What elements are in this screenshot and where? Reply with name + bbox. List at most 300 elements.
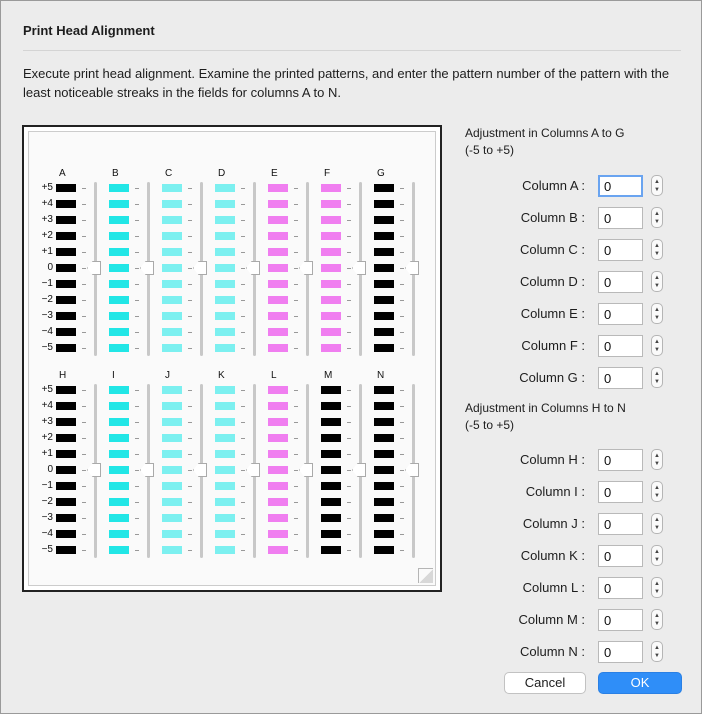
pattern-block <box>109 546 129 554</box>
pattern-block <box>268 328 288 336</box>
column-value-stepper[interactable] <box>651 513 663 534</box>
pattern-slider-thumb[interactable] <box>299 261 313 275</box>
pattern-tick <box>135 502 139 503</box>
pattern-block <box>321 482 341 490</box>
column-value-input[interactable] <box>598 545 643 567</box>
pattern-tick <box>241 220 245 221</box>
stepper-up-icon[interactable]: ▲ <box>654 645 660 651</box>
column-field-label: Column L : <box>522 580 585 595</box>
pattern-level-label: −4 <box>41 326 53 337</box>
pattern-block <box>321 216 341 224</box>
pattern-level-label: +3 <box>41 214 53 225</box>
pattern-block <box>162 402 182 410</box>
pattern-block <box>56 328 76 336</box>
pattern-tick <box>294 534 298 535</box>
pattern-block <box>268 216 288 224</box>
stepper-up-icon[interactable]: ▲ <box>654 307 660 313</box>
pattern-block <box>321 514 341 522</box>
pattern-tick <box>82 454 86 455</box>
pattern-tick <box>347 268 351 269</box>
pattern-tick <box>135 470 139 471</box>
pattern-column-letter: F <box>324 168 331 179</box>
pattern-tick <box>241 550 245 551</box>
group-h-n-label: Adjustment in Columns H to N <box>465 401 626 415</box>
stepper-up-icon[interactable]: ▲ <box>654 179 660 185</box>
pattern-column-letter: J <box>165 370 170 381</box>
pattern-tick <box>82 268 86 269</box>
column-value-input[interactable] <box>598 577 643 599</box>
pattern-tick <box>82 284 86 285</box>
pattern-tick <box>400 486 404 487</box>
pattern-tick <box>241 502 245 503</box>
pattern-tick <box>241 332 245 333</box>
column-value-stepper[interactable] <box>651 609 663 630</box>
pattern-block <box>162 434 182 442</box>
stepper-down-icon[interactable]: ▼ <box>654 493 660 499</box>
pattern-tick <box>400 268 404 269</box>
pattern-tick <box>82 316 86 317</box>
pattern-column-letter: I <box>112 370 115 381</box>
pattern-block <box>162 514 182 522</box>
pattern-tick <box>82 486 86 487</box>
pattern-column-letter: E <box>271 168 278 179</box>
pattern-block <box>268 402 288 410</box>
stepper-down-icon[interactable]: ▼ <box>654 589 660 595</box>
column-field-label: Column B : <box>520 210 585 225</box>
stepper-down-icon[interactable]: ▼ <box>654 219 660 225</box>
pattern-tick <box>82 300 86 301</box>
stepper-up-icon[interactable]: ▲ <box>654 243 660 249</box>
pattern-block <box>321 280 341 288</box>
pattern-block <box>268 344 288 352</box>
pattern-tick <box>294 348 298 349</box>
pattern-block <box>321 402 341 410</box>
column-value-stepper[interactable] <box>651 335 663 356</box>
pattern-block <box>268 184 288 192</box>
pattern-block <box>268 280 288 288</box>
pattern-tick <box>241 348 245 349</box>
pattern-tick <box>347 534 351 535</box>
pattern-block <box>109 328 129 336</box>
pattern-tick <box>135 518 139 519</box>
pattern-block <box>321 312 341 320</box>
pattern-block <box>268 434 288 442</box>
column-value-stepper[interactable] <box>651 449 663 470</box>
pattern-slider-thumb[interactable] <box>352 463 366 477</box>
pattern-tick <box>135 316 139 317</box>
pattern-tick <box>82 220 86 221</box>
column-value-stepper[interactable] <box>651 175 663 196</box>
pattern-tick <box>347 332 351 333</box>
pattern-tick <box>82 470 86 471</box>
pattern-tick <box>188 252 192 253</box>
column-value-stepper[interactable] <box>651 641 663 662</box>
pattern-block <box>162 296 182 304</box>
pattern-tick <box>400 252 404 253</box>
pattern-slider-thumb[interactable] <box>405 261 419 275</box>
pattern-tick <box>400 284 404 285</box>
pattern-block <box>374 514 394 522</box>
pattern-tick <box>82 422 86 423</box>
pattern-block <box>268 498 288 506</box>
pattern-block <box>268 232 288 240</box>
pattern-block <box>374 386 394 394</box>
pattern-level-label: +3 <box>41 416 53 427</box>
pattern-tick <box>294 438 298 439</box>
pattern-tick <box>135 390 139 391</box>
pattern-block <box>374 450 394 458</box>
title-divider <box>23 50 681 51</box>
pattern-block <box>162 466 182 474</box>
pattern-tick <box>135 252 139 253</box>
pattern-tick <box>241 252 245 253</box>
pattern-block <box>162 184 182 192</box>
pattern-tick <box>347 438 351 439</box>
pattern-tick <box>188 518 192 519</box>
pattern-tick <box>82 406 86 407</box>
pattern-block <box>215 344 235 352</box>
pattern-block <box>215 546 235 554</box>
stepper-up-icon[interactable]: ▲ <box>654 549 660 555</box>
column-field-label: Column N : <box>519 644 585 659</box>
pattern-tick <box>347 316 351 317</box>
pattern-tick <box>294 550 298 551</box>
column-value-stepper[interactable] <box>651 545 663 566</box>
pattern-tick <box>135 348 139 349</box>
column-value-stepper[interactable] <box>651 577 663 598</box>
pattern-tick <box>188 348 192 349</box>
column-value-input[interactable] <box>598 609 643 631</box>
pattern-block <box>374 280 394 288</box>
pattern-tick <box>400 518 404 519</box>
pattern-tick <box>241 438 245 439</box>
column-field-label: Column G : <box>519 370 585 385</box>
pattern-tick <box>294 236 298 237</box>
pattern-level-label: −3 <box>41 512 53 523</box>
stepper-up-icon[interactable]: ▲ <box>654 211 660 217</box>
pattern-slider-thumb[interactable] <box>246 463 260 477</box>
column-value-stepper[interactable] <box>651 271 663 292</box>
pattern-tick <box>400 188 404 189</box>
column-value-stepper[interactable] <box>651 367 663 388</box>
column-value-input[interactable] <box>598 239 643 261</box>
pattern-slider-thumb[interactable] <box>299 463 313 477</box>
pattern-block <box>56 344 76 352</box>
pattern-block <box>162 264 182 272</box>
pattern-tick <box>347 220 351 221</box>
column-field-label: Column E : <box>520 306 585 321</box>
pattern-block <box>56 482 76 490</box>
pattern-tick <box>135 188 139 189</box>
pattern-block <box>215 434 235 442</box>
stepper-down-icon[interactable]: ▼ <box>654 187 660 193</box>
group-a-g-label: Adjustment in Columns A to G <box>465 126 625 140</box>
column-value-input[interactable] <box>598 641 643 663</box>
column-value-input[interactable] <box>598 303 643 325</box>
stepper-down-icon[interactable]: ▼ <box>654 461 660 467</box>
column-value-stepper[interactable] <box>651 481 663 502</box>
pattern-tick <box>347 406 351 407</box>
pattern-block <box>109 466 129 474</box>
pattern-tick <box>347 252 351 253</box>
pattern-block <box>162 328 182 336</box>
pattern-block <box>374 200 394 208</box>
pattern-tick <box>188 268 192 269</box>
pattern-column-letter: K <box>218 370 225 381</box>
pattern-tick <box>347 422 351 423</box>
column-field-label: Column F : <box>521 338 585 353</box>
pattern-block <box>215 530 235 538</box>
pattern-tick <box>400 454 404 455</box>
pattern-tick <box>294 204 298 205</box>
pattern-block <box>162 232 182 240</box>
pattern-block <box>374 296 394 304</box>
pattern-slider-thumb[interactable] <box>140 261 154 275</box>
stepper-down-icon[interactable]: ▼ <box>654 653 660 659</box>
pattern-block <box>109 248 129 256</box>
pattern-block <box>109 514 129 522</box>
pattern-block <box>215 482 235 490</box>
pattern-tick <box>135 406 139 407</box>
pattern-block <box>215 216 235 224</box>
column-value-stepper[interactable] <box>651 207 663 228</box>
stepper-down-icon[interactable]: ▼ <box>654 557 660 563</box>
stepper-down-icon[interactable]: ▼ <box>654 251 660 257</box>
column-value-stepper[interactable] <box>651 303 663 324</box>
pattern-block <box>374 216 394 224</box>
pattern-tick <box>241 422 245 423</box>
stepper-up-icon[interactable]: ▲ <box>654 613 660 619</box>
pattern-tick <box>294 454 298 455</box>
pattern-level-label: −5 <box>41 342 53 353</box>
pattern-tick <box>347 390 351 391</box>
pattern-tick <box>188 502 192 503</box>
column-value-input[interactable] <box>598 175 643 197</box>
pattern-tick <box>347 454 351 455</box>
pattern-level-label: −5 <box>41 544 53 555</box>
pattern-tick <box>400 422 404 423</box>
pattern-block <box>56 386 76 394</box>
pattern-block <box>56 312 76 320</box>
pattern-level-label: −1 <box>41 480 53 491</box>
pattern-block <box>56 232 76 240</box>
pattern-level-label: 0 <box>47 464 53 475</box>
pattern-block <box>215 328 235 336</box>
pattern-slider-thumb[interactable] <box>405 463 419 477</box>
pattern-block <box>56 280 76 288</box>
pattern-tick <box>400 348 404 349</box>
pattern-tick <box>188 550 192 551</box>
pattern-tick <box>294 188 298 189</box>
pattern-block <box>321 248 341 256</box>
pattern-tick <box>135 268 139 269</box>
pattern-block <box>321 546 341 554</box>
pattern-tick <box>400 332 404 333</box>
group-h-n-heading <box>465 400 626 434</box>
pattern-slider-thumb[interactable] <box>352 261 366 275</box>
column-value-input[interactable] <box>598 513 643 535</box>
stepper-up-icon[interactable]: ▲ <box>654 339 660 345</box>
pattern-slider-thumb[interactable] <box>140 463 154 477</box>
pattern-tick <box>135 236 139 237</box>
pattern-slider-thumb[interactable] <box>87 463 101 477</box>
column-value-input[interactable] <box>598 367 643 389</box>
pattern-tick <box>135 422 139 423</box>
pattern-block <box>321 184 341 192</box>
pattern-block <box>321 466 341 474</box>
pattern-block <box>268 450 288 458</box>
stepper-up-icon[interactable]: ▲ <box>654 371 660 377</box>
pattern-level-label: +5 <box>41 182 53 193</box>
cancel-button[interactable]: Cancel <box>504 672 586 694</box>
pattern-tick <box>400 406 404 407</box>
pattern-level-label: +2 <box>41 432 53 443</box>
pattern-block <box>56 546 76 554</box>
pattern-tick <box>188 236 192 237</box>
pattern-tick <box>82 550 86 551</box>
pattern-tick <box>135 332 139 333</box>
pattern-tick <box>241 316 245 317</box>
column-value-input[interactable] <box>598 335 643 357</box>
pattern-block <box>215 450 235 458</box>
pattern-tick <box>400 236 404 237</box>
pattern-tick <box>400 316 404 317</box>
pattern-block <box>215 312 235 320</box>
pattern-block <box>215 296 235 304</box>
ok-button[interactable]: OK <box>598 672 682 694</box>
pattern-block <box>268 200 288 208</box>
pattern-tick <box>347 550 351 551</box>
column-value-input[interactable] <box>598 207 643 229</box>
pattern-block <box>215 402 235 410</box>
group-h-n-range: (-5 to +5) <box>465 418 515 432</box>
stepper-up-icon[interactable]: ▲ <box>654 275 660 281</box>
stepper-down-icon[interactable]: ▼ <box>654 379 660 385</box>
pattern-slider-thumb[interactable] <box>193 261 207 275</box>
column-field-label: Column A : <box>522 178 585 193</box>
pattern-tick <box>294 268 298 269</box>
pattern-slider-thumb[interactable] <box>193 463 207 477</box>
column-field-label: Column H : <box>519 452 585 467</box>
pattern-level-label: +1 <box>41 448 53 459</box>
stepper-up-icon[interactable]: ▲ <box>654 517 660 523</box>
pattern-block <box>162 312 182 320</box>
pattern-level-label: −2 <box>41 496 53 507</box>
stepper-down-icon[interactable]: ▼ <box>654 347 660 353</box>
column-value-stepper[interactable] <box>651 239 663 260</box>
stepper-down-icon[interactable]: ▼ <box>654 315 660 321</box>
pattern-tick <box>241 204 245 205</box>
group-a-g-heading <box>465 125 624 159</box>
pattern-block <box>215 248 235 256</box>
stepper-down-icon[interactable]: ▼ <box>654 621 660 627</box>
pattern-block <box>321 450 341 458</box>
pattern-block <box>374 418 394 426</box>
pattern-tick <box>188 390 192 391</box>
pattern-block <box>268 296 288 304</box>
pattern-tick <box>188 470 192 471</box>
pattern-level-label: −4 <box>41 528 53 539</box>
column-value-input[interactable] <box>598 481 643 503</box>
pattern-block <box>109 280 129 288</box>
pattern-block <box>268 264 288 272</box>
pattern-tick <box>82 204 86 205</box>
pattern-tick <box>400 470 404 471</box>
pattern-tick <box>82 188 86 189</box>
pattern-block <box>268 514 288 522</box>
column-value-input[interactable] <box>598 271 643 293</box>
pattern-slider-thumb[interactable] <box>87 261 101 275</box>
pattern-tick <box>294 486 298 487</box>
pattern-block <box>56 264 76 272</box>
pattern-block <box>109 264 129 272</box>
pattern-level-label: +5 <box>41 384 53 395</box>
stepper-up-icon[interactable]: ▲ <box>654 453 660 459</box>
pattern-tick <box>347 502 351 503</box>
pattern-block <box>56 248 76 256</box>
pattern-block <box>321 200 341 208</box>
pattern-block <box>162 216 182 224</box>
pattern-tick <box>347 204 351 205</box>
pattern-block <box>56 498 76 506</box>
pattern-tick <box>241 518 245 519</box>
pattern-slider-thumb[interactable] <box>246 261 260 275</box>
stepper-down-icon[interactable]: ▼ <box>654 525 660 531</box>
pattern-level-label: −1 <box>41 278 53 289</box>
pattern-block <box>321 296 341 304</box>
stepper-up-icon[interactable]: ▲ <box>654 485 660 491</box>
pattern-block <box>162 530 182 538</box>
pattern-tick <box>188 220 192 221</box>
stepper-up-icon[interactable]: ▲ <box>654 581 660 587</box>
pattern-block <box>109 200 129 208</box>
pattern-tick <box>400 220 404 221</box>
pattern-level-label: −3 <box>41 310 53 321</box>
pattern-block <box>374 264 394 272</box>
pattern-tick <box>347 300 351 301</box>
pattern-tick <box>135 534 139 535</box>
pattern-tick <box>82 390 86 391</box>
pattern-tick <box>241 236 245 237</box>
pattern-block <box>109 232 129 240</box>
pattern-tick <box>294 390 298 391</box>
pattern-tick <box>241 390 245 391</box>
pattern-block <box>162 418 182 426</box>
pattern-block <box>109 216 129 224</box>
pattern-block <box>56 530 76 538</box>
pattern-tick <box>347 188 351 189</box>
pattern-tick <box>400 550 404 551</box>
stepper-down-icon[interactable]: ▼ <box>654 283 660 289</box>
pattern-tick <box>188 204 192 205</box>
pattern-block <box>321 264 341 272</box>
pattern-tick <box>347 284 351 285</box>
pattern-tick <box>241 534 245 535</box>
column-field-label: Column J : <box>522 516 585 531</box>
pattern-tick <box>294 470 298 471</box>
pattern-block <box>321 434 341 442</box>
pattern-column-letter: B <box>112 168 119 179</box>
pattern-tick <box>400 534 404 535</box>
pattern-block <box>56 200 76 208</box>
pattern-block <box>374 248 394 256</box>
pattern-column-letter: M <box>324 370 333 381</box>
pattern-block <box>215 418 235 426</box>
column-field-label: Column M : <box>518 612 585 627</box>
pattern-block <box>109 418 129 426</box>
column-value-input[interactable] <box>598 449 643 471</box>
pattern-tick <box>135 454 139 455</box>
